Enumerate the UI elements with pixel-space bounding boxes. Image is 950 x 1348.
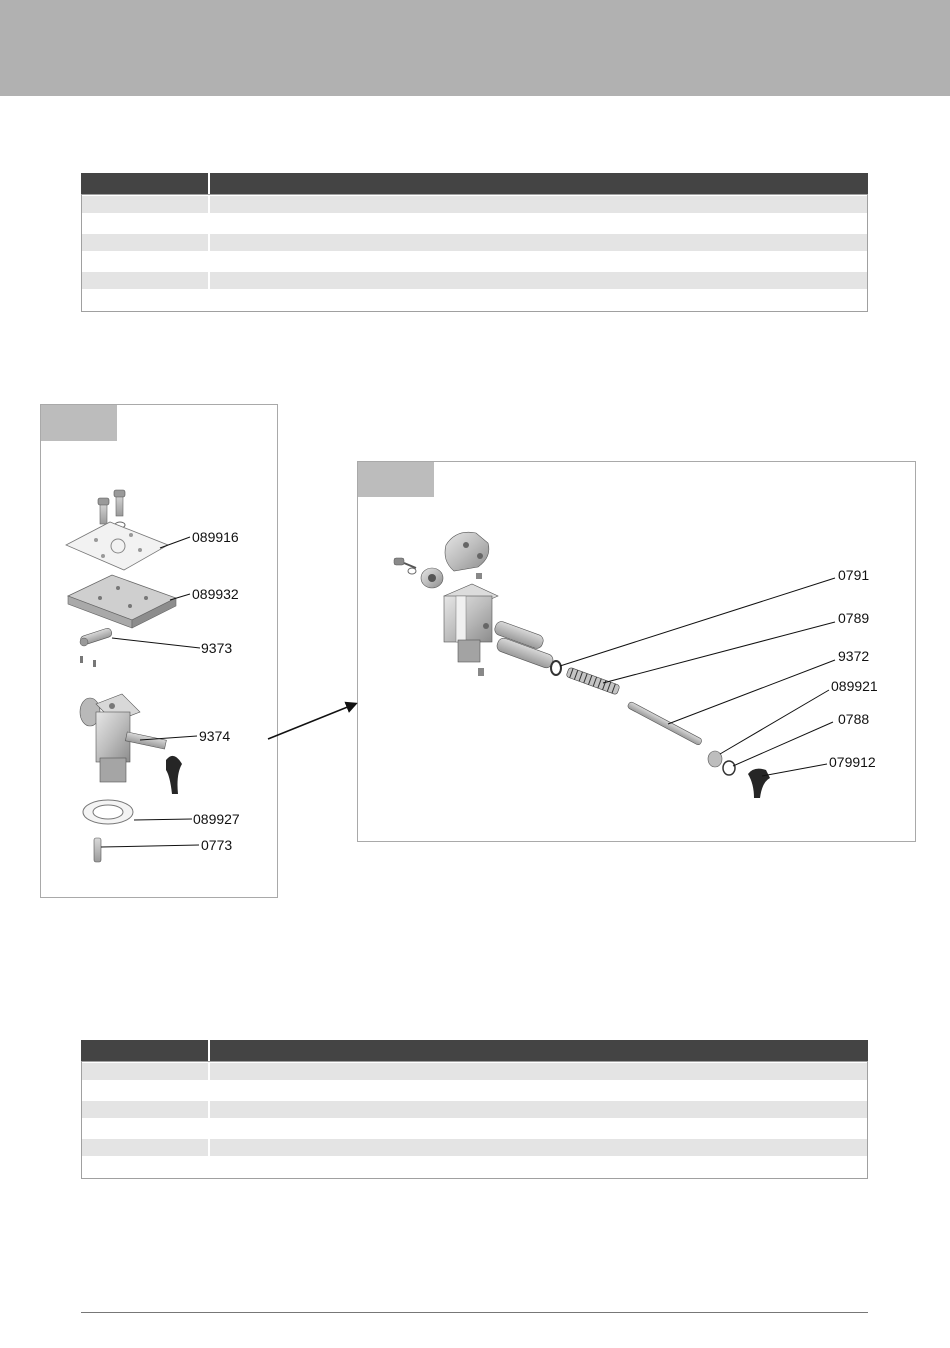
table-header-row xyxy=(81,1040,868,1062)
part-label-079912: 079912 xyxy=(829,754,876,770)
part-label-9373: 9373 xyxy=(201,640,233,656)
gasket-plate-part xyxy=(66,522,168,570)
collar-part xyxy=(708,751,722,767)
bushing-part xyxy=(421,568,443,588)
lever-part xyxy=(80,627,113,667)
cap-screw-part xyxy=(394,558,416,574)
base-plate-part xyxy=(68,575,176,628)
cell-code xyxy=(81,1119,209,1138)
cell-description xyxy=(209,1100,868,1119)
part-label-0788: 0788 xyxy=(838,711,870,727)
part-label-0791: 0791 xyxy=(838,567,870,583)
seal-ring-part xyxy=(83,800,133,824)
cell-code xyxy=(81,1081,209,1100)
table-row xyxy=(81,1157,868,1175)
part-label-0789: 0789 xyxy=(838,610,870,626)
part-label-9374: 9374 xyxy=(199,728,231,744)
part-label-089916: 089916 xyxy=(192,529,239,545)
part-label-089921: 089921 xyxy=(831,678,878,694)
cell-description xyxy=(209,1157,868,1175)
cell-code xyxy=(81,1157,209,1175)
table-row xyxy=(81,1081,868,1100)
cell-code xyxy=(81,1062,209,1081)
table-row xyxy=(81,1138,868,1157)
table-row xyxy=(81,1100,868,1119)
cell-description xyxy=(209,1081,868,1100)
table-row xyxy=(81,1062,868,1081)
parts-table-bottom xyxy=(81,1040,868,1175)
part-label-0773: 0773 xyxy=(201,837,233,853)
cell-description xyxy=(209,1138,868,1157)
top-cap-part xyxy=(445,532,489,579)
cell-code xyxy=(81,1100,209,1119)
part-label-9372: 9372 xyxy=(838,648,870,664)
sleeve-tubes-part xyxy=(493,620,555,670)
knob-handle-part xyxy=(748,769,770,798)
shaft-part xyxy=(627,701,703,746)
cell-description xyxy=(209,1062,868,1081)
leader-lines-right xyxy=(560,578,835,776)
cell-description xyxy=(209,1119,868,1138)
cell-code xyxy=(81,1138,209,1157)
part-label-089932: 089932 xyxy=(192,586,239,602)
o-ring-part xyxy=(551,661,561,675)
valve-body-part xyxy=(80,694,182,794)
expand-arrow xyxy=(268,704,355,739)
clevis-body-part xyxy=(444,584,498,676)
table-row xyxy=(81,1119,868,1138)
col-header-description xyxy=(209,1040,868,1062)
col-header-code xyxy=(81,1040,209,1062)
retaining-clip-part xyxy=(723,761,735,775)
footer-divider xyxy=(81,1312,868,1313)
pin-part xyxy=(94,838,101,862)
part-label-089927: 089927 xyxy=(193,811,240,827)
